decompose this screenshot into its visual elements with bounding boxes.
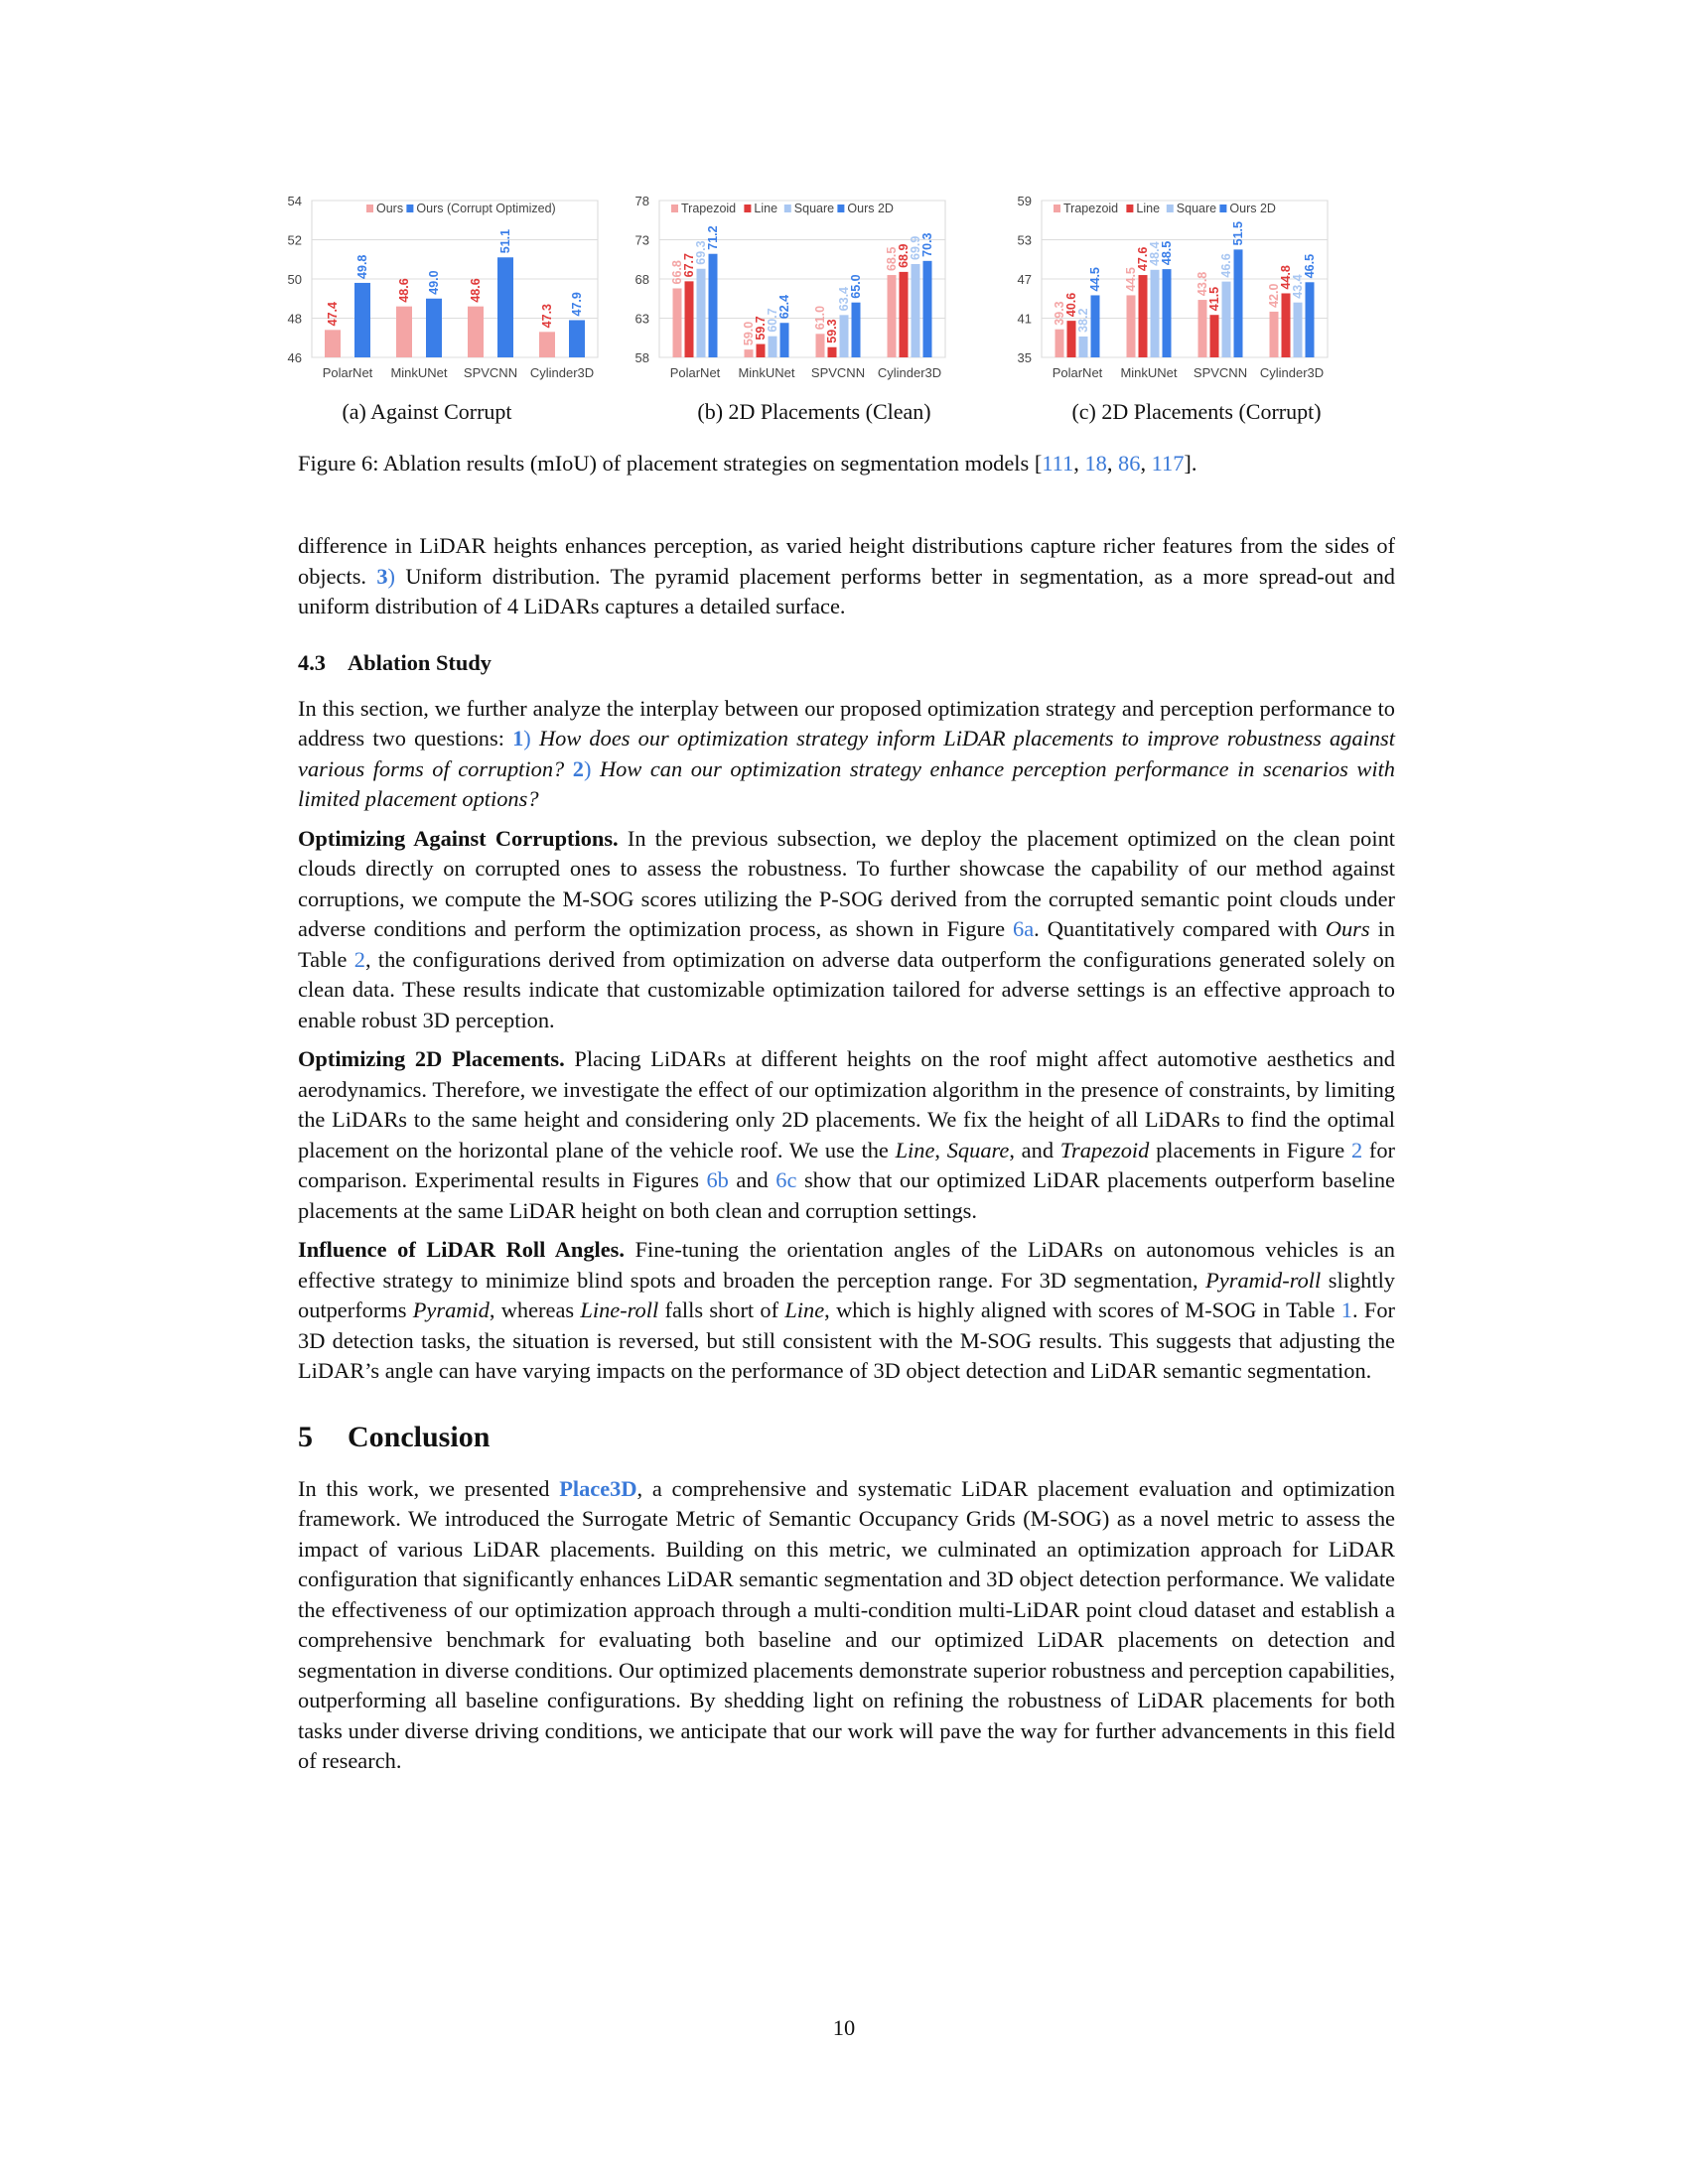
subcaption-c: (c) 2D Placements (Corrupt)	[1071, 399, 1322, 424]
section-heading-5: 5 Conclusion	[298, 1420, 491, 1453]
legend-swatch	[1219, 205, 1226, 212]
ref-111[interactable]: 111	[1042, 451, 1074, 476]
legend-swatch	[1126, 205, 1133, 212]
bar	[697, 269, 706, 357]
bar	[780, 323, 789, 357]
bar	[1306, 282, 1315, 357]
bar	[757, 344, 766, 357]
data-label: 48.6	[397, 278, 411, 303]
bar	[852, 303, 861, 357]
x-tick-label: PolarNet	[669, 365, 721, 380]
y-tick-label: 54	[287, 194, 302, 208]
x-tick-label: Cylinder3D	[529, 365, 595, 380]
x-tick-label: MinkUNet	[1120, 365, 1178, 380]
data-label: 48.5	[1160, 240, 1174, 266]
x-tick-label: MinkUNet	[390, 365, 448, 380]
x-tick-label: SPVCNN	[1193, 365, 1248, 380]
x-tick-label: PolarNet	[1052, 365, 1103, 380]
bar	[1210, 315, 1219, 357]
data-label: 67.7	[682, 253, 696, 278]
bar	[1294, 303, 1303, 357]
data-label: 38.2	[1076, 308, 1090, 333]
section-heading-4-3: 4.3 Ablation Study	[298, 649, 492, 675]
legend-label: Ours 2D	[1229, 202, 1276, 215]
bar	[539, 332, 555, 357]
bar	[745, 349, 754, 357]
bar	[1198, 300, 1207, 357]
bar	[828, 347, 837, 357]
legend-swatch	[671, 205, 678, 212]
y-tick-label: 48	[287, 311, 302, 327]
data-label: 65.0	[849, 274, 863, 299]
legend-label: Trapezoid	[1063, 202, 1119, 215]
subcaption-b: (b) 2D Placements (Clean)	[697, 399, 931, 424]
bar	[900, 272, 909, 357]
x-tick-label: SPVCNN	[463, 365, 518, 380]
legend-swatch	[406, 205, 413, 212]
data-label: 68.5	[885, 246, 899, 272]
ref-3[interactable]: 3	[376, 563, 388, 589]
bar	[1282, 293, 1291, 357]
bar	[912, 264, 920, 357]
bar	[816, 334, 825, 357]
data-label: 59.0	[742, 321, 756, 346]
bar	[426, 299, 442, 357]
paragraph-conclusion: In this work, we presented Place3D, a comprehensive and systematic LiDAR placement evaluation and optimization framework. We introduced the Surrogate Metric of Semantic Occupancy Grids (M-SOG) as a novel metric to assess the impact of various LiDAR placements. Building on this metric, we culminated an optimization approach for LiDAR configuration that significantly enhances LiDAR semantic segmentation and 3D object detection performance. We validate the effectiveness of our optimization approach through a multi-condition multi-LiDAR point cloud dataset and establish a comprehensive benchmark for evaluating both baseline and our optimized LiDAR placements on detection and segmentation in diverse conditions. Our optimized placements demonstrate superior robustness and perception capabilities, outperforming all baseline configurations. By shedding light on refining the robustness of LiDAR placements for both tasks under diverse driving conditions, we anticipate that our work will pave the way for further advancements in this field of research.	[298, 1475, 1395, 1773]
data-label: 62.4	[777, 294, 791, 320]
y-tick-label: 68	[634, 272, 649, 287]
bar	[569, 320, 585, 357]
data-label: 47.9	[570, 292, 584, 317]
data-label: 39.3	[1053, 301, 1066, 326]
legend-label: Square	[793, 202, 835, 215]
y-tick-label: 53	[1017, 232, 1032, 248]
legend-label: Line	[754, 202, 778, 215]
x-tick-label: Cylinder3D	[877, 365, 942, 380]
data-label: 46.6	[1219, 253, 1233, 278]
legend-label: Square	[1176, 202, 1217, 215]
y-tick-label: 78	[634, 194, 649, 208]
bar	[1139, 275, 1148, 357]
bar	[1055, 330, 1064, 357]
data-label: 40.6	[1064, 292, 1078, 318]
data-label: 69.9	[909, 235, 922, 260]
figure-caption: Figure 6: Ablation results (mIoU) of placement strategies on segmentation models [111, 18, 86, 117].	[298, 451, 1197, 476]
ref-fig-6c[interactable]: 6c	[775, 1167, 797, 1192]
ref-18[interactable]: 18	[1084, 451, 1107, 476]
bar	[888, 275, 897, 357]
y-tick-label: 52	[287, 232, 302, 248]
x-tick-label: SPVCNN	[810, 365, 866, 380]
subcaption-a: (a) Against Corrupt	[342, 399, 512, 424]
data-label: 41.5	[1207, 286, 1221, 312]
x-tick-label: Cylinder3D	[1259, 365, 1325, 380]
bar	[396, 307, 412, 357]
data-label: 44.8	[1279, 265, 1293, 290]
ref-table-2[interactable]: 2	[353, 946, 365, 972]
ref-fig-6a[interactable]: 6a	[1013, 916, 1035, 941]
paragraph-ablation: In this section, we further analyze the interplay between our proposed optimization strategy and perception performance to address two questions: 1) How does our optimization strategy inform LiDAR placements to improve robustness against various forms of corruption? 2) How can our optimization strategy enhance perception performance in scenarios with limited placement options?	[298, 695, 1395, 811]
bar	[1234, 249, 1243, 357]
data-label: 68.9	[897, 243, 911, 268]
data-label: 49.0	[427, 270, 441, 295]
legend-swatch	[744, 205, 751, 212]
bar	[497, 257, 513, 357]
data-label: 47.6	[1136, 246, 1150, 272]
legend-label: Ours 2D	[847, 202, 894, 215]
bar	[840, 315, 849, 357]
ref-fig-2[interactable]: 2	[1350, 1137, 1363, 1162]
page-content	[287, 189, 1395, 1773]
data-label: 44.5	[1124, 267, 1138, 292]
bar	[354, 283, 370, 357]
figure-6	[287, 189, 1395, 476]
bar	[1151, 270, 1160, 357]
data-label: 47.4	[326, 302, 340, 327]
data-label: 51.5	[1231, 221, 1245, 246]
ref-86[interactable]: 86	[1118, 451, 1141, 476]
page-number: 10	[832, 2015, 856, 2040]
legend-swatch	[1167, 205, 1174, 212]
legend-label: Trapezoid	[681, 202, 737, 215]
legend-swatch	[784, 205, 791, 212]
data-label: 59.7	[754, 316, 768, 341]
data-label: 44.5	[1088, 267, 1102, 292]
ref-table-1[interactable]: 1	[1340, 1297, 1352, 1322]
data-label: 61.0	[813, 305, 827, 331]
paragraph-intro: difference in LiDAR heights enhances perception, as varied height distributions capture richer features from the sides of objects. 3) Uniform distribution. The pyramid placement performs better in segmentation, as a more spread-out and uniform distribution of 4 LiDARs captures a detailed surface.	[298, 533, 1395, 618]
bar	[673, 288, 682, 357]
legend-swatch	[366, 205, 373, 212]
data-label: 48.4	[1148, 241, 1162, 266]
paragraph-2d-placements: Optimizing 2D Placements. Placing LiDARs at different heights on the roof might affect automotive aesthetics and aerodynamics. Therefore, we investigate the effect of our optimization algorithm in the presence of constraints, by limiting the LiDARs to the same height and considering only 2D placements. We fix the height of all LiDARs to find the optimal placement on the horizontal plane of the vehicle roof. We use the Line, Square, and Trapezoid placements in Figure 2 for comparison. Experimental results in Figures 6b and 6c show that our optimized LiDAR placements outperform baseline placements at the same LiDAR height on both clean and corruption settings.	[298, 1046, 1395, 1223]
data-label: 71.2	[706, 225, 720, 250]
data-label: 70.3	[920, 232, 934, 257]
ref-fig-6b[interactable]: 6b	[706, 1167, 729, 1192]
y-tick-label: 47	[1017, 272, 1032, 287]
bar	[1270, 312, 1279, 357]
data-label: 59.3	[825, 319, 839, 343]
legend-swatch	[1054, 205, 1060, 212]
y-tick-label: 63	[634, 311, 649, 327]
y-tick-label: 73	[634, 232, 649, 248]
data-label: 42.0	[1267, 283, 1281, 308]
ref-117[interactable]: 117	[1151, 451, 1185, 476]
data-label: 60.7	[766, 308, 779, 333]
y-tick-label: 50	[287, 272, 302, 287]
y-tick-label: 58	[634, 350, 649, 365]
data-label: 43.4	[1291, 274, 1305, 299]
data-label: 47.3	[540, 303, 554, 329]
y-tick-label: 46	[287, 350, 302, 365]
chart-2d-clean	[616, 189, 953, 397]
paragraph-roll-angles: Influence of LiDAR Roll Angles. Fine-tuning the orientation angles of the LiDARs on autonomous vehicles is an effective strategy to minimize blind spots and broaden the perception range. For 3D segmentation, Pyramid-roll slightly outperforms Pyramid, whereas Line-roll falls short of Line, which is highly aligned with scores of M-SOG in Table 1. For 3D detection tasks, the situation is reversed, but still consistent with the M-SOG results. This suggests that adjusting the LiDAR’s angle can have varying impacts on the performance of 3D object detection and LiDAR semantic segmentation.	[298, 1237, 1395, 1383]
chart-2d-corrupt	[998, 189, 1336, 397]
y-tick-label: 35	[1017, 350, 1032, 365]
data-label: 49.8	[355, 254, 369, 279]
paragraph-corruptions: Optimizing Against Corruptions. In the previous subsection, we deploy the placement optimized on the clean point clouds directly on corrupted ones to assess the robustness. To further showcase the capability of our method against corruptions, we compute the M-SOG scores utilizing the P-SOG derived from the corrupted semantic point clouds under adverse conditions and perform the optimization process, as shown in Figure 6a. Quantitatively compared with Ours in Table 2, the configurations derived from optimization on adverse data outperform the configurations generated solely on clean data. These results indicate that customizable optimization tailored for adverse settings is an effective approach to enable robust 3D perception.	[298, 825, 1395, 1032]
data-label: 66.8	[670, 260, 684, 285]
x-tick-label: PolarNet	[322, 365, 373, 380]
bar	[685, 281, 694, 357]
question-1[interactable]: 1	[512, 726, 524, 751]
data-label: 48.6	[469, 278, 483, 303]
legend-label: Ours (Corrupt Optimized)	[416, 202, 556, 215]
data-label: 46.5	[1303, 253, 1317, 279]
question-2[interactable]: 2	[572, 755, 584, 781]
bar	[709, 254, 718, 357]
data-label: 51.1	[498, 228, 512, 254]
place3d-link[interactable]: Place3D	[559, 1475, 637, 1501]
bar	[468, 307, 484, 357]
bar	[1067, 321, 1076, 357]
bar	[1222, 282, 1231, 357]
bar	[1079, 337, 1088, 357]
data-label: 69.3	[694, 240, 708, 265]
x-tick-label: MinkUNet	[738, 365, 795, 380]
bar	[1163, 269, 1172, 357]
y-tick-label: 59	[1017, 194, 1032, 208]
bar	[1091, 295, 1100, 357]
bar	[923, 261, 932, 357]
legend-label: Line	[1136, 202, 1161, 215]
bar	[325, 330, 341, 357]
chart-against-corrupt	[268, 189, 606, 397]
body-text	[298, 531, 1395, 1786]
data-label: 43.8	[1196, 271, 1209, 297]
legend-label: Ours	[376, 202, 404, 215]
bar	[769, 337, 777, 357]
data-label: 63.4	[837, 286, 851, 312]
bar	[1127, 295, 1136, 357]
legend-swatch	[837, 205, 844, 212]
y-tick-label: 41	[1017, 311, 1032, 327]
